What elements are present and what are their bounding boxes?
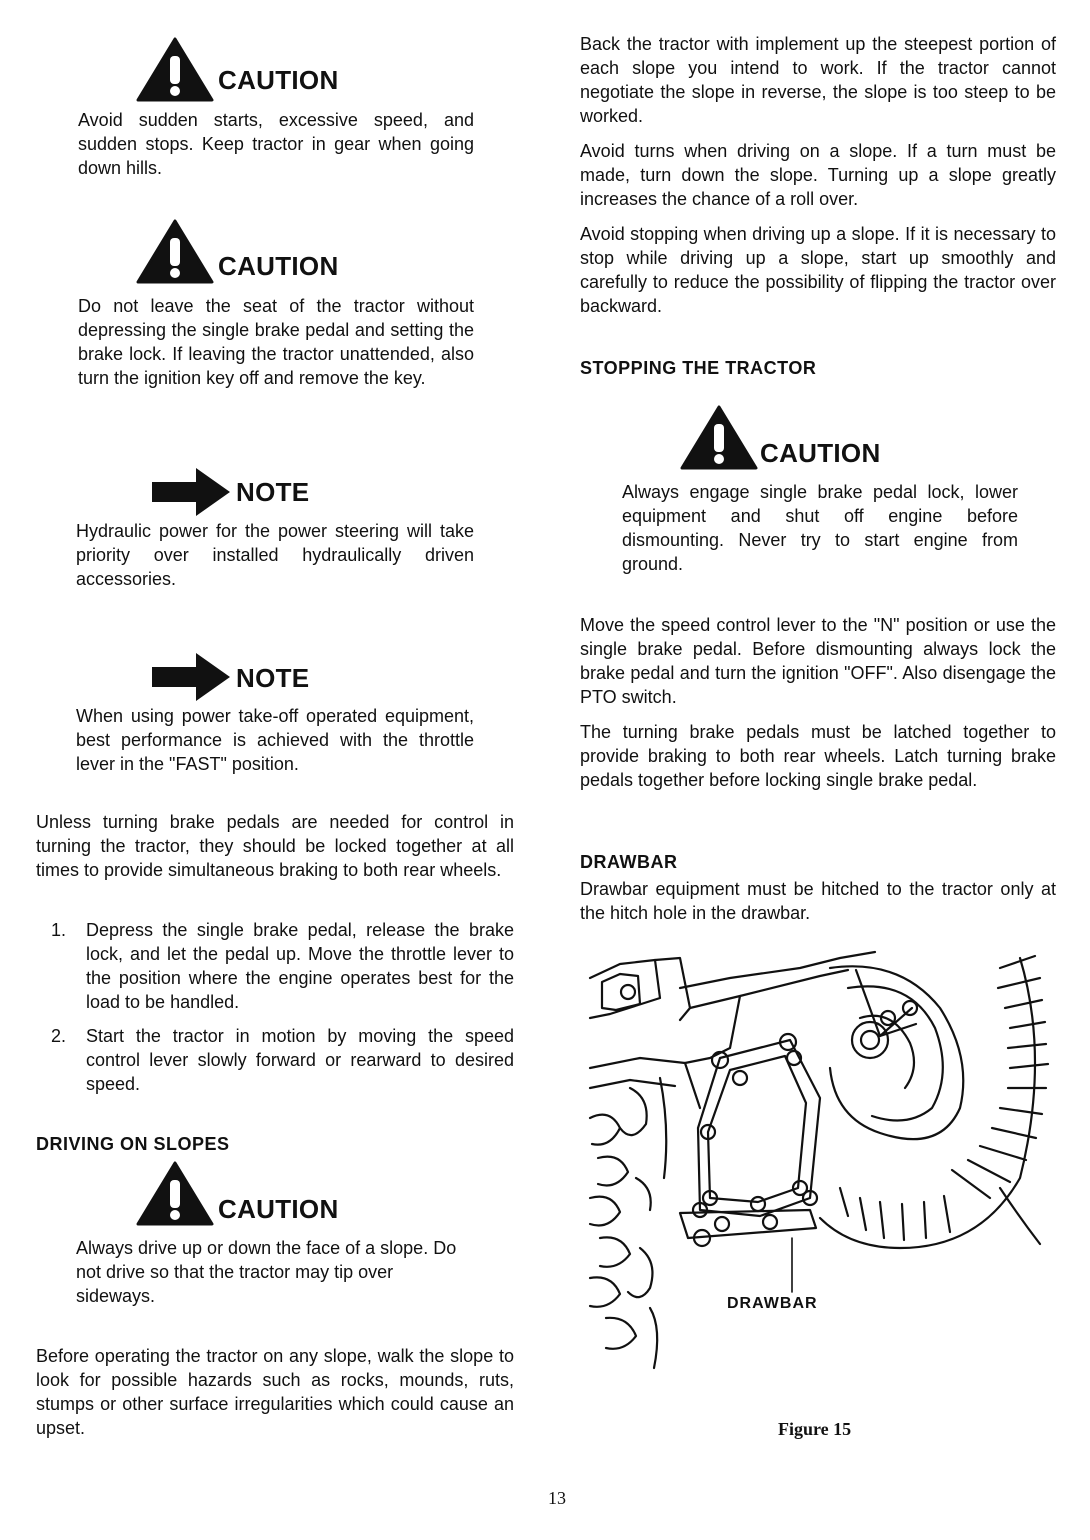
arrow-right-icon (152, 466, 232, 518)
figure-label-drawbar: DRAWBAR (727, 1295, 818, 1312)
stopping-paragraph-2: The turning brake pedals must be latched together to provide braking to both rear wheels. Latch turning brake pedals together before locking single brake pedal. (580, 722, 1056, 790)
drawbar-illustration (580, 948, 1050, 1388)
note-title: NOTE (236, 477, 310, 507)
drawbar-paragraph: Drawbar equipment must be hitched to the tractor only at the hitch hole in the drawbar. (580, 879, 1056, 923)
list-text: Start the tractor in motion by moving the speed control lever slowly forward or rearward to desired speed. (86, 1026, 514, 1094)
note-title: NOTE (236, 663, 310, 693)
slopes-paragraph: Before operating the tractor on any slope, walk the slope to look for possible hazards such as rocks, mounds, ruts, stumps or other surface irregularities which could cause an upset. (36, 1346, 514, 1438)
caution-text: Do not leave the seat of the tractor without depressing the single brake pedal and setting the brake lock. If leaving the tractor unattended, also turn the ignition key off and remove the key. (78, 296, 474, 388)
caution-text: Always drive up or down the face of a slope. Do not drive so that the tractor may tip over sideways. (76, 1238, 457, 1306)
page-number: 13 (548, 1488, 566, 1508)
slope-paragraph-3: Avoid stopping when driving up a slope. If it is necessary to stop while driving up a slope, start up smoothly and carefully to reduce the possibility of flipping the tractor over backward. (580, 224, 1056, 316)
section-heading-stopping: STOPPING THE TRACTOR (580, 358, 817, 378)
slope-paragraph-2: Avoid turns when driving on a slope. If a turn must be made, turn down the slope. Turning up a slope greatly increases the chance of a roll over. (580, 141, 1056, 209)
slope-paragraph-1: Back the tractor with implement up the steepest portion of each slope you intend to work. If the tractor cannot negotiate the slope in reverse, the slope is too steep to be worked. (580, 34, 1056, 126)
note-text: When using power take-off operated equipment, best performance is achieved with the throttle lever in the "FAST" position. (76, 706, 474, 774)
caution-text: Always engage single brake pedal lock, lower equipment and shut off engine before dismounting. Never try to start engine from ground. (622, 482, 1018, 574)
caution-title: CAUTION (218, 251, 339, 281)
note-text: Hydraulic power for the power steering will take priority over installed hydraulically driven accessories. (76, 521, 474, 589)
section-heading-drawbar: DRAWBAR (580, 852, 678, 872)
list-number: 2. (50, 1026, 66, 1046)
section-heading-driving-on-slopes: DRIVING ON SLOPES (36, 1134, 230, 1154)
caution-title: CAUTION (218, 65, 339, 95)
warning-triangle-icon (136, 1160, 214, 1226)
warning-triangle-icon (136, 36, 214, 102)
warning-triangle-icon (136, 218, 214, 284)
list-item (36, 1024, 514, 1096)
arrow-right-icon (152, 651, 232, 703)
list-number: 1. (50, 920, 66, 940)
caution-title: CAUTION (218, 1194, 339, 1224)
caution-title: CAUTION (760, 438, 881, 468)
stopping-paragraph-1: Move the speed control lever to the "N" position or use the single brake pedal. Before dismounting always lock the brake pedal and turn the ignition "OFF". Also disengage the PTO switch. (580, 615, 1056, 707)
caution-text: Avoid sudden starts, excessive speed, and sudden stops. Keep tractor in gear when going down hills. (78, 110, 474, 178)
warning-triangle-icon (680, 404, 758, 470)
list-item (36, 918, 514, 1014)
brake-intro-paragraph: Unless turning brake pedals are needed for control in turning the tractor, they should be locked together at all times to provide simultaneous braking to both rear wheels. (36, 812, 514, 880)
figure-caption: Figure 15 (778, 1419, 852, 1439)
list-text: Depress the single brake pedal, release the brake lock, and let the pedal up. Move the throttle lever to the position where the engine operates best for the load to be handled. (86, 920, 514, 1012)
